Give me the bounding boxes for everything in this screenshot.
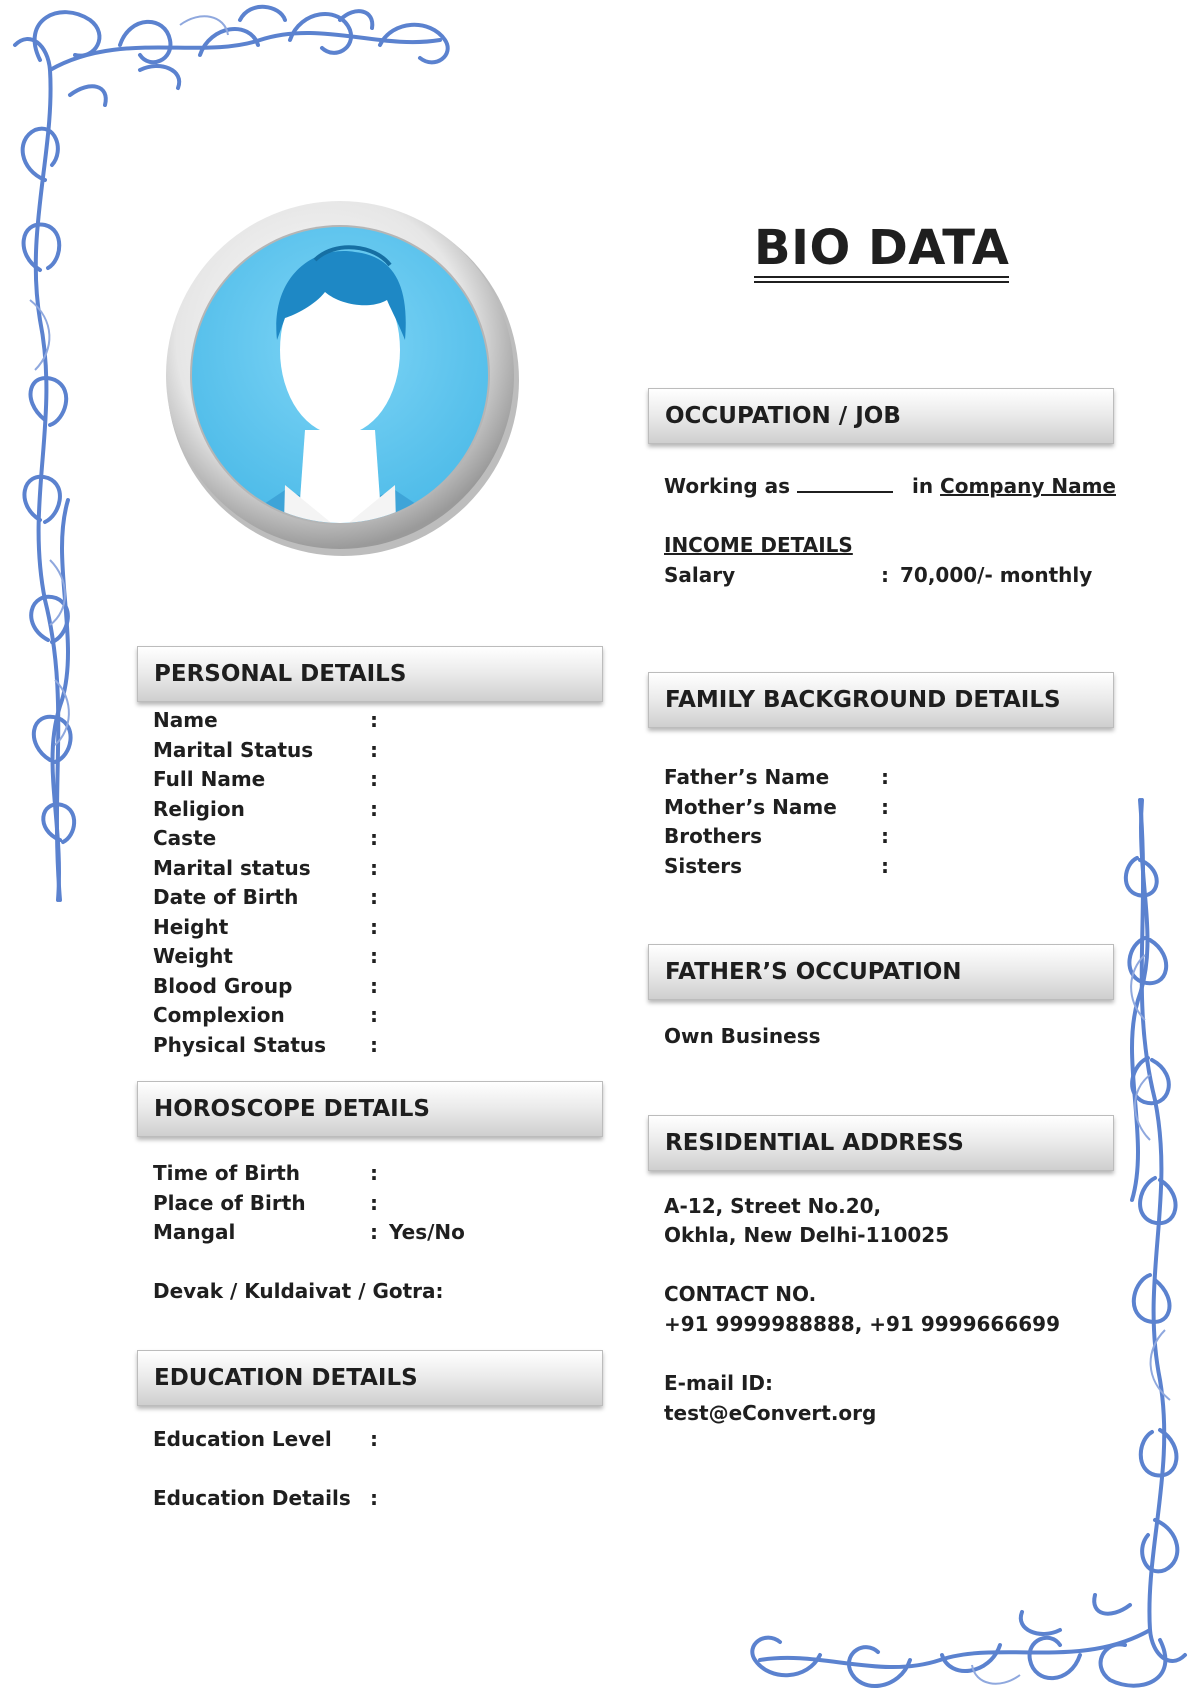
- horoscope-details-list: [153, 1159, 513, 1248]
- field-label: Date of Birth: [153, 885, 299, 909]
- family-field-row: [664, 763, 964, 793]
- personal-field-row: [153, 795, 453, 825]
- working-as-prefix: Working as: [664, 474, 791, 498]
- field-colon: :: [370, 1032, 378, 1057]
- profile-avatar-icon: [165, 200, 525, 560]
- page-title: BIO DATA: [754, 220, 1010, 276]
- field-label: Father’s Name: [664, 765, 830, 789]
- gotra-label: Devak / Kuldaivat / Gotra:: [153, 1279, 444, 1303]
- field-colon: :: [370, 826, 378, 850]
- field-colon: :: [881, 853, 889, 878]
- personal-field-row: [153, 1001, 453, 1031]
- company-name: Company Name: [940, 474, 1116, 498]
- field-colon: :: [370, 944, 378, 968]
- family-field-row: [664, 822, 964, 852]
- field-colon: :: [370, 1220, 378, 1244]
- working-as-line: [664, 472, 1116, 502]
- address-line-1: A-12, Street No.20,: [664, 1194, 882, 1218]
- personal-field-row: [153, 883, 453, 913]
- education-section-header: EDUCATION DETAILS: [137, 1350, 603, 1406]
- family-background-section-header: FAMILY BACKGROUND DETAILS: [648, 672, 1114, 728]
- field-colon: :: [370, 914, 378, 939]
- mangal-value: Yes/No: [389, 1220, 465, 1244]
- working-as-blank: [797, 473, 893, 493]
- personal-details-list: [153, 706, 453, 1060]
- field-colon: :: [881, 794, 889, 819]
- horoscope-section-header: HOROSCOPE DETAILS: [137, 1081, 603, 1137]
- personal-field-row: [153, 1031, 453, 1061]
- field-colon: :: [370, 885, 378, 909]
- field-label: Education Details: [153, 1486, 351, 1510]
- field-label: Marital Status: [153, 737, 314, 762]
- field-label: Blood Group: [153, 973, 293, 998]
- field-label: Time of Birth: [153, 1161, 301, 1185]
- personal-field-row: [153, 854, 453, 884]
- email-value: test@eConvert.org: [664, 1401, 877, 1425]
- family-field-row: [664, 793, 964, 823]
- field-colon: :: [370, 767, 378, 791]
- horoscope-field-row: [153, 1189, 513, 1219]
- in-label: in: [911, 474, 934, 498]
- personal-field-row: [153, 765, 453, 795]
- personal-field-row: [153, 972, 453, 1002]
- salary-label: Salary: [664, 563, 736, 587]
- field-label: Name: [153, 708, 218, 732]
- field-label: Sisters: [664, 853, 743, 878]
- personal-details-section-header: PERSONAL DETAILS: [137, 646, 603, 702]
- field-colon: :: [881, 765, 889, 789]
- field-colon: :: [370, 1161, 378, 1185]
- field-colon: :: [370, 855, 378, 880]
- field-label: Marital status: [153, 855, 311, 880]
- fathers-occupation-section-header: FATHER’S OCCUPATION: [648, 944, 1114, 1000]
- field-colon: :: [370, 1427, 378, 1451]
- personal-field-row: [153, 736, 453, 766]
- field-label: Caste: [153, 826, 217, 850]
- field-colon: :: [370, 1003, 378, 1027]
- contact-value: +91 9999988888, +91 9999666699: [664, 1312, 1060, 1336]
- salary-colon: :: [881, 563, 889, 587]
- occupation-section-header: OCCUPATION / JOB: [648, 388, 1114, 444]
- spacer: [153, 1455, 453, 1485]
- field-colon: :: [370, 1486, 378, 1510]
- personal-field-row: [153, 706, 453, 736]
- field-colon: :: [370, 708, 378, 732]
- field-label: Place of Birth: [153, 1190, 306, 1215]
- field-colon: :: [370, 973, 378, 998]
- field-colon: :: [370, 737, 378, 762]
- horoscope-field-row: [153, 1159, 513, 1189]
- family-field-row: [664, 852, 964, 882]
- field-label: Mangal: [153, 1220, 236, 1244]
- field-label: Mother’s Name: [664, 794, 837, 819]
- residential-address-section-header: RESIDENTIAL ADDRESS: [648, 1115, 1114, 1171]
- family-details-list: [664, 763, 964, 881]
- personal-field-row: [153, 913, 453, 943]
- income-heading: INCOME DETAILS: [664, 533, 853, 557]
- personal-field-row: [153, 824, 453, 854]
- horoscope-field-row: [153, 1218, 513, 1248]
- field-label: Education Level: [153, 1427, 332, 1451]
- field-label: Weight: [153, 944, 233, 968]
- field-colon: :: [881, 824, 889, 848]
- education-details-list: [153, 1425, 453, 1514]
- field-colon: :: [370, 1190, 378, 1215]
- personal-field-row: [153, 942, 453, 972]
- field-label: Physical Status: [153, 1032, 327, 1057]
- field-label: Height: [153, 914, 229, 939]
- education-field-row: [153, 1484, 453, 1514]
- field-label: Complexion: [153, 1003, 285, 1027]
- field-colon: :: [370, 796, 378, 821]
- contact-label: CONTACT NO.: [664, 1282, 817, 1306]
- field-label: Full Name: [153, 767, 266, 791]
- address-line-2: Okhla, New Delhi-110025: [664, 1223, 950, 1247]
- fathers-occupation-value: Own Business: [664, 1024, 821, 1048]
- email-label: E-mail ID:: [664, 1371, 774, 1395]
- field-label: Brothers: [664, 824, 762, 848]
- field-label: Religion: [153, 796, 245, 821]
- education-field-row: [153, 1425, 453, 1455]
- salary-value: 70,000/- monthly: [900, 563, 1093, 587]
